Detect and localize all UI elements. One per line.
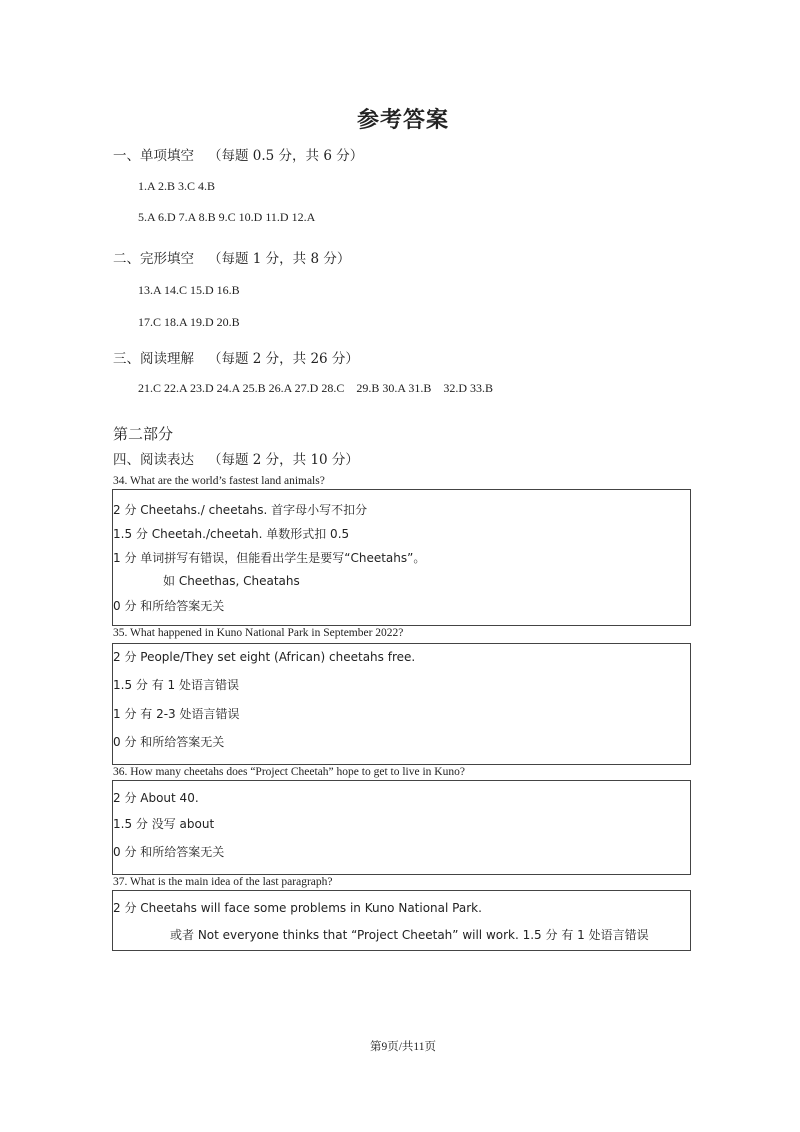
scoring-line: 0 分 和所给答案无关 — [113, 599, 225, 613]
scoring-line: 2 分 Cheetahs./ cheetahs. 首字母小写不扣分 — [113, 503, 368, 517]
scoring-line: 1.5 分 没写 about — [113, 817, 215, 831]
scoring-line: 0 分 和所给答案无关 — [113, 845, 225, 859]
scoring-line: 如 Cheethas, Cheatahs — [163, 574, 300, 588]
section-title: 二、完形填空 — [113, 251, 194, 267]
section-note: （每题 1 分，共 8 分） — [208, 251, 351, 267]
question-36: 36. How many cheetahs does “Project Cheetah” hope to get to live in Kuno? — [113, 766, 465, 778]
question-34: 34. What are the world’s fastest land animals? — [113, 475, 325, 487]
answer-line: 1.A 2.B 3.C 4.B — [138, 179, 216, 193]
answer-box-35 — [112, 643, 691, 765]
scoring-line: 1.5 分 Cheetah./cheetah. 单数形式扣 0.5 — [113, 527, 350, 541]
scoring-line: 2 分 Cheetahs will face some problems in Kuno National Park. — [113, 901, 482, 915]
question-37: 37. What is the main idea of the last paragraph? — [113, 876, 333, 888]
section-title: 四、阅读表达 — [113, 452, 194, 468]
section-title: 一、单项填空 — [113, 148, 194, 164]
page-number: 第9页/共11页 — [369, 1041, 437, 1053]
answer-box-36 — [112, 780, 691, 875]
scoring-line: 或者 Not everyone thinks that “Project Cheetah” will work. 1.5 分 有 1 处语言错误 — [170, 928, 649, 942]
answer-line: 13.A 14.C 15.D 16.B — [138, 283, 240, 297]
section-title: 三、阅读理解 — [113, 351, 194, 367]
scoring-line: 1 分 单词拼写有错误，但能看出学生是要写“Cheetahs”。 — [113, 551, 426, 565]
section-note: （每题 0.5 分，共 6 分） — [208, 148, 364, 164]
scoring-line: 2 分 About 40. — [113, 791, 199, 805]
answer-box-37 — [112, 890, 691, 951]
scoring-line: 2 分 People/They set eight (African) cheetahs free. — [113, 650, 416, 664]
part-heading: 第二部分 — [113, 425, 174, 443]
section-heading-4 — [113, 448, 359, 468]
section-heading-1 — [113, 144, 363, 164]
page-title: 参考答案 — [356, 108, 449, 133]
section-note: （每题 2 分，共 10 分） — [208, 452, 359, 468]
answer-line: 5.A 6.D 7.A 8.B 9.C 10.D 11.D 12.A — [138, 210, 316, 224]
scoring-line: 0 分 和所给答案无关 — [113, 735, 225, 749]
section-heading-2 — [113, 247, 350, 267]
section-note: （每题 2 分，共 26 分） — [208, 351, 359, 367]
question-35: 35. What happened in Kuno National Park in September 2022? — [113, 627, 404, 639]
section-heading-3 — [113, 347, 359, 367]
answer-line: 21.C 22.A 23.D 24.A 25.B 26.A 27.D 28.C 29.B 30.A 31.B 32.D 33.B — [138, 381, 494, 395]
answer-box-34 — [112, 489, 691, 626]
scoring-line: 1 分 有 2-3 处语言错误 — [113, 707, 240, 721]
answer-line: 17.C 18.A 19.D 20.B — [138, 315, 240, 329]
scoring-line: 1.5 分 有 1 处语言错误 — [113, 678, 239, 692]
